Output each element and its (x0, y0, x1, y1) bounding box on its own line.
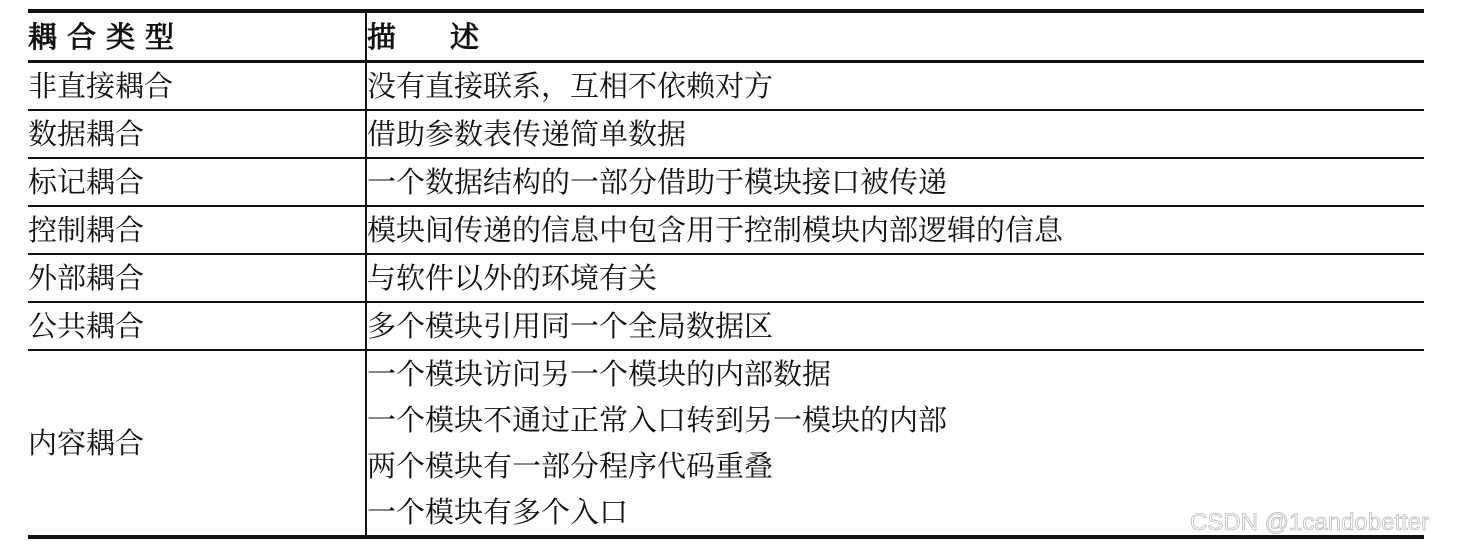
description-line: 模块间传递的信息中包含用于控制模块内部逻辑的信息 (367, 213, 1064, 247)
table-row (28, 158, 1424, 206)
coupling-type-cell: 控制耦合 (28, 206, 366, 254)
table-row (28, 254, 1424, 302)
header-coupling-type: 耦合类型 (28, 11, 366, 62)
table-header-row (28, 11, 1424, 62)
csdn-watermark: CSDN @1candobetter (1190, 509, 1430, 536)
description-line: 与软件以外的环境有关 (367, 261, 658, 295)
table-row (28, 62, 1424, 111)
description-line: 一个模块不通过正常入口转到另一模块的内部 (367, 403, 948, 437)
table-row (28, 110, 1424, 158)
description-line: 一个模块访问另一个模块的内部数据 (367, 357, 832, 391)
description-cell (366, 158, 1424, 206)
description-line: 借助参数表传递简单数据 (367, 117, 687, 151)
description-cell (366, 62, 1424, 111)
coupling-types-table (28, 9, 1424, 539)
description-line: 没有直接联系，互相不依赖对方 (367, 69, 774, 103)
description-cell (366, 254, 1424, 302)
description-line: 两个模块有一部分程序代码重叠 (367, 449, 774, 483)
coupling-type-cell: 内容耦合 (28, 350, 366, 537)
coupling-type-cell: 公共耦合 (28, 302, 366, 350)
description-cell (366, 302, 1424, 350)
description-line: 多个模块引用同一个全局数据区 (367, 309, 774, 343)
description-line: 一个数据结构的一部分借助于模块接口被传递 (367, 165, 948, 199)
coupling-type-cell: 数据耦合 (28, 110, 366, 158)
description-cell (366, 206, 1424, 254)
coupling-type-cell: 标记耦合 (28, 158, 366, 206)
table-row (28, 206, 1424, 254)
header-description: 描述 (366, 11, 1424, 62)
table-row (28, 302, 1424, 350)
coupling-type-cell: 外部耦合 (28, 254, 366, 302)
description-line: 一个模块有多个入口 (367, 495, 629, 529)
description-cell (366, 110, 1424, 158)
coupling-type-cell: 非直接耦合 (28, 62, 366, 111)
